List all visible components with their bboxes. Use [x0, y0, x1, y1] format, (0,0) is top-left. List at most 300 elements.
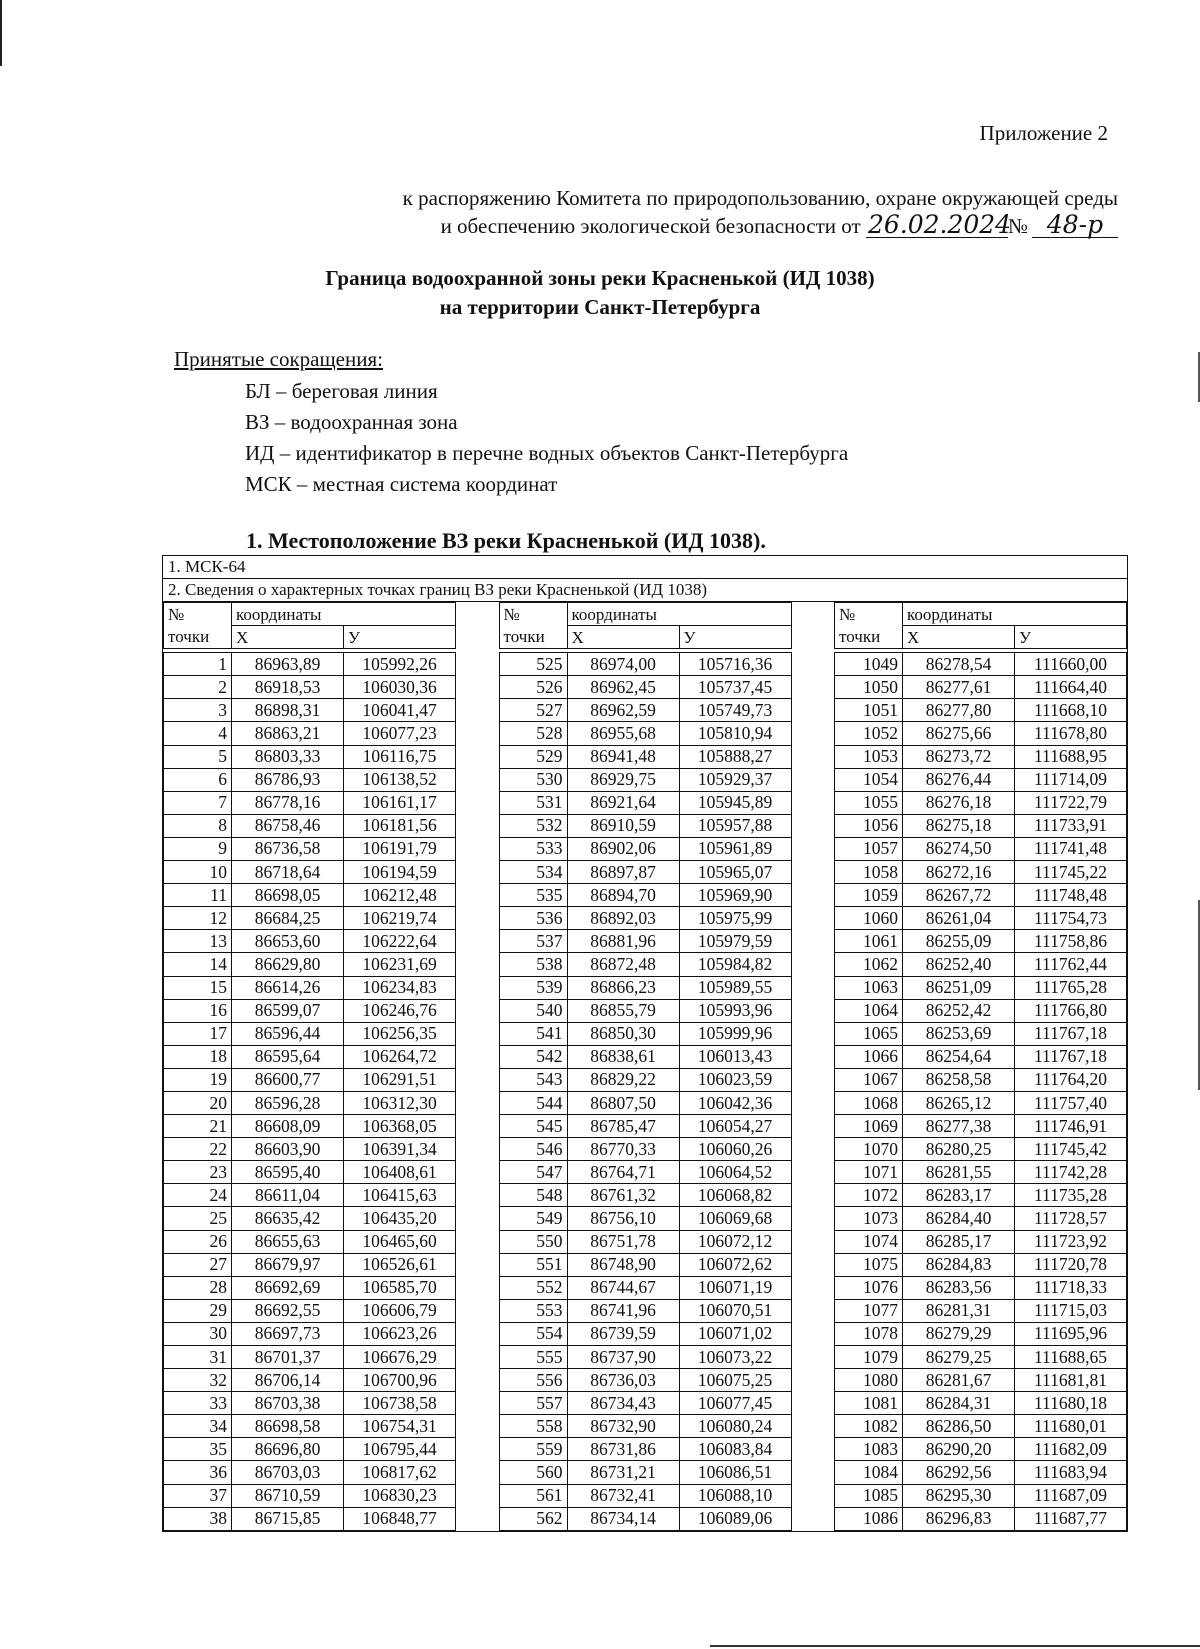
header-coordinates: координаты — [567, 603, 791, 626]
coordinate-y: 105810,94 — [679, 722, 791, 745]
header-number-sign: № — [164, 603, 232, 626]
coordinate-y: 111683,94 — [1015, 1461, 1127, 1484]
table-row — [164, 1230, 456, 1253]
table-row — [835, 884, 1127, 907]
point-number: 12 — [164, 907, 232, 930]
point-number: 20 — [164, 1091, 232, 1114]
coordinate-x: 86974,00 — [567, 653, 679, 676]
table-row — [835, 1115, 1127, 1138]
table-row — [499, 699, 791, 722]
coordinate-y: 106700,96 — [344, 1369, 456, 1392]
table-row — [499, 1161, 791, 1184]
table-row — [835, 791, 1127, 814]
coordinate-x: 86770,33 — [567, 1138, 679, 1161]
point-number: 25 — [164, 1207, 232, 1230]
coordinate-x: 86737,90 — [567, 1346, 679, 1369]
coordinate-x: 86275,18 — [903, 814, 1015, 837]
table-row — [164, 861, 456, 884]
coordinate-x: 86756,10 — [567, 1207, 679, 1230]
table-row — [499, 768, 791, 791]
coordinate-x: 86596,28 — [232, 1091, 344, 1114]
table-row — [499, 1322, 791, 1345]
coordinate-x: 86829,22 — [567, 1068, 679, 1091]
table-row — [164, 837, 456, 860]
point-number: 562 — [499, 1507, 567, 1530]
table-row — [835, 722, 1127, 745]
coordinate-x: 86286,50 — [903, 1415, 1015, 1438]
coordinate-x: 86785,47 — [567, 1115, 679, 1138]
table-row — [835, 1369, 1127, 1392]
coordinate-y: 111745,42 — [1015, 1138, 1127, 1161]
table-row — [499, 1369, 791, 1392]
coordinate-y: 106041,47 — [344, 699, 456, 722]
coordinate-y: 105945,89 — [679, 791, 791, 814]
table-row — [164, 1415, 456, 1438]
point-number: 553 — [499, 1299, 567, 1322]
table-row — [835, 953, 1127, 976]
coordinate-y: 106435,20 — [344, 1207, 456, 1230]
coordinate-x: 86277,38 — [903, 1115, 1015, 1138]
table-row — [835, 768, 1127, 791]
table-row — [164, 999, 456, 1022]
point-number: 26 — [164, 1230, 232, 1253]
table-row — [164, 1115, 456, 1138]
point-number: 527 — [499, 699, 567, 722]
coordinate-y: 111766,80 — [1015, 999, 1127, 1022]
coordinate-y: 111758,86 — [1015, 930, 1127, 953]
header-point: точки — [164, 626, 232, 649]
table-row — [164, 1045, 456, 1068]
coordinate-y: 106391,34 — [344, 1138, 456, 1161]
point-number: 14 — [164, 953, 232, 976]
header-coordinates: координаты — [903, 603, 1127, 626]
appendix-label: Приложение 2 — [979, 121, 1108, 145]
coordinate-x: 86706,14 — [232, 1369, 344, 1392]
coordinate-y: 106083,84 — [679, 1438, 791, 1461]
point-number: 4 — [164, 722, 232, 745]
coordinate-y: 106264,72 — [344, 1045, 456, 1068]
point-number: 16 — [164, 999, 232, 1022]
point-number: 10 — [164, 861, 232, 884]
coordinate-y: 111660,00 — [1015, 653, 1127, 676]
coordinate-x: 86284,40 — [903, 1207, 1015, 1230]
coordinate-y: 106013,43 — [679, 1045, 791, 1068]
table-row — [164, 1392, 456, 1415]
table-row — [499, 999, 791, 1022]
abbreviation-item: ВЗ – водоохранная зона — [245, 410, 458, 434]
coordinate-x: 86739,59 — [567, 1322, 679, 1345]
header-y: У — [679, 626, 791, 649]
coordinate-y: 111718,33 — [1015, 1276, 1127, 1299]
point-number: 15 — [164, 976, 232, 999]
table-row — [835, 1207, 1127, 1230]
table-row — [499, 1253, 791, 1276]
point-number: 1065 — [835, 1022, 903, 1045]
coordinate-x: 86692,69 — [232, 1276, 344, 1299]
point-number: 21 — [164, 1115, 232, 1138]
point-number: 549 — [499, 1207, 567, 1230]
coordinate-x: 86955,68 — [567, 722, 679, 745]
coordinate-y: 105929,37 — [679, 768, 791, 791]
table-row — [164, 791, 456, 814]
coordinate-y: 105961,89 — [679, 837, 791, 860]
coordinate-y: 106077,45 — [679, 1392, 791, 1415]
coordinate-x: 86734,43 — [567, 1392, 679, 1415]
point-number: 534 — [499, 861, 567, 884]
coordinate-x: 86929,75 — [567, 768, 679, 791]
coordinate-x: 86653,60 — [232, 930, 344, 953]
point-number: 1071 — [835, 1161, 903, 1184]
point-number: 1066 — [835, 1045, 903, 1068]
coordinate-y: 106291,51 — [344, 1068, 456, 1091]
coordinate-y: 105737,45 — [679, 676, 791, 699]
coordinate-x: 86962,45 — [567, 676, 679, 699]
table-row — [499, 676, 791, 699]
coordinate-y: 111722,79 — [1015, 791, 1127, 814]
coordinate-x: 86910,59 — [567, 814, 679, 837]
table-row — [835, 1438, 1127, 1461]
point-number: 1073 — [835, 1207, 903, 1230]
coordinate-x: 86655,63 — [232, 1230, 344, 1253]
abbreviation-item: БЛ – береговая линия — [245, 379, 438, 403]
table-row — [835, 1322, 1127, 1345]
coordinate-x: 86963,89 — [232, 653, 344, 676]
coordinate-y: 106080,24 — [679, 1415, 791, 1438]
table-row — [835, 1484, 1127, 1507]
coordinate-y: 106738,58 — [344, 1392, 456, 1415]
coordinate-x: 86918,53 — [232, 676, 344, 699]
coordinate-y: 106606,79 — [344, 1299, 456, 1322]
header-x: Х — [232, 626, 344, 649]
coordinate-y: 111733,91 — [1015, 814, 1127, 837]
point-number: 1072 — [835, 1184, 903, 1207]
table-row — [499, 1415, 791, 1438]
header-x: Х — [567, 626, 679, 649]
table-row — [835, 1138, 1127, 1161]
coordinate-y: 111687,77 — [1015, 1507, 1127, 1530]
point-number: 17 — [164, 1022, 232, 1045]
abbreviations-heading: Принятые сокращения: — [174, 347, 383, 371]
point-number: 530 — [499, 768, 567, 791]
table-row — [835, 861, 1127, 884]
table-row — [499, 1276, 791, 1299]
coordinate-y: 111715,03 — [1015, 1299, 1127, 1322]
coordinate-y: 111678,80 — [1015, 722, 1127, 745]
coordinate-x: 86715,85 — [232, 1507, 344, 1530]
coordinate-x: 86277,80 — [903, 699, 1015, 722]
table-row — [164, 1484, 456, 1507]
coordinate-x: 86679,97 — [232, 1253, 344, 1276]
table-row — [499, 1068, 791, 1091]
coordinate-y: 111680,18 — [1015, 1392, 1127, 1415]
coordinate-y: 105969,90 — [679, 884, 791, 907]
coordinate-x: 86734,14 — [567, 1507, 679, 1530]
point-number: 561 — [499, 1484, 567, 1507]
table-blocks — [163, 602, 1127, 1531]
coordinate-x: 86902,06 — [567, 837, 679, 860]
point-number: 13 — [164, 930, 232, 953]
table-row — [164, 1068, 456, 1091]
point-number: 35 — [164, 1438, 232, 1461]
coordinate-y: 105993,96 — [679, 999, 791, 1022]
coordinate-x: 86701,37 — [232, 1346, 344, 1369]
table-row — [164, 976, 456, 999]
number-sign: № — [1007, 214, 1028, 238]
point-number: 1085 — [835, 1484, 903, 1507]
coordinate-y: 105965,07 — [679, 861, 791, 884]
point-number: 32 — [164, 1369, 232, 1392]
table-row — [499, 1392, 791, 1415]
table-description-row: 2. Сведения о характерных точках границ ВЗ реки Красненькой (ИД 1038) — [163, 579, 1127, 602]
coordinate-y: 111764,20 — [1015, 1068, 1127, 1091]
table-row — [499, 1230, 791, 1253]
coordinate-y: 111746,91 — [1015, 1115, 1127, 1138]
coordinate-y: 111682,09 — [1015, 1438, 1127, 1461]
coordinate-y: 106023,59 — [679, 1068, 791, 1091]
table-row — [164, 1346, 456, 1369]
order-line-2-text: и обеспечению экологической безопасности от — [440, 214, 861, 238]
coordinate-y: 111765,28 — [1015, 976, 1127, 999]
coordinate-y: 106088,10 — [679, 1484, 791, 1507]
coordinate-y: 106830,23 — [344, 1484, 456, 1507]
coordinate-x: 86292,56 — [903, 1461, 1015, 1484]
coordinate-x: 86252,40 — [903, 953, 1015, 976]
coordinate-x: 86252,42 — [903, 999, 1015, 1022]
point-number: 34 — [164, 1415, 232, 1438]
point-number: 1074 — [835, 1230, 903, 1253]
table-row — [164, 953, 456, 976]
scan-edge-bottom — [710, 1645, 1200, 1647]
coordinate-y: 106181,56 — [344, 814, 456, 837]
coordinate-y: 106116,75 — [344, 745, 456, 768]
coordinate-x: 86898,31 — [232, 699, 344, 722]
table-row — [164, 722, 456, 745]
coordinate-y: 106086,51 — [679, 1461, 791, 1484]
point-number: 532 — [499, 814, 567, 837]
coordinate-x: 86296,83 — [903, 1507, 1015, 1530]
coordinate-x: 86692,55 — [232, 1299, 344, 1322]
point-number: 36 — [164, 1461, 232, 1484]
coordinate-y: 105749,73 — [679, 699, 791, 722]
coordinate-y: 106585,70 — [344, 1276, 456, 1299]
table-row — [835, 1392, 1127, 1415]
coordinate-y: 111745,22 — [1015, 861, 1127, 884]
abbreviation-item: МСК – местная система координат — [245, 472, 558, 496]
point-number: 552 — [499, 1276, 567, 1299]
point-number: 1079 — [835, 1346, 903, 1369]
point-number: 558 — [499, 1415, 567, 1438]
table-row — [499, 1207, 791, 1230]
point-number: 1080 — [835, 1369, 903, 1392]
point-number: 1061 — [835, 930, 903, 953]
table-row — [164, 1299, 456, 1322]
point-number: 526 — [499, 676, 567, 699]
table-row — [499, 653, 791, 676]
table-row — [164, 1438, 456, 1461]
point-number: 31 — [164, 1346, 232, 1369]
table-row — [835, 676, 1127, 699]
point-number: 1056 — [835, 814, 903, 837]
coordinate-y: 106072,12 — [679, 1230, 791, 1253]
coordinate-x: 86251,09 — [903, 976, 1015, 999]
coordinate-y: 106231,69 — [344, 953, 456, 976]
order-line-1: к распоряжению Комитета по природопользованию, охране окружающей среды — [402, 186, 1118, 210]
coordinate-x: 86275,66 — [903, 722, 1015, 745]
coordinate-y: 106256,35 — [344, 1022, 456, 1045]
table-row — [835, 1346, 1127, 1369]
point-number: 550 — [499, 1230, 567, 1253]
coordinate-y: 111680,01 — [1015, 1415, 1127, 1438]
coordinate-x: 86614,26 — [232, 976, 344, 999]
coordinate-x: 86758,46 — [232, 814, 344, 837]
table-row — [499, 1045, 791, 1068]
coordinate-y: 111742,28 — [1015, 1161, 1127, 1184]
coordinate-x: 86941,48 — [567, 745, 679, 768]
handwritten-number: 48-р — [1032, 213, 1118, 238]
coordinate-y: 106077,23 — [344, 722, 456, 745]
table-row — [499, 861, 791, 884]
coordinate-x: 86786,93 — [232, 768, 344, 791]
title-line-2: на территории Санкт-Петербурга — [439, 295, 761, 319]
table-row — [835, 1068, 1127, 1091]
coordinate-x: 86280,25 — [903, 1138, 1015, 1161]
point-number: 11 — [164, 884, 232, 907]
table-row — [164, 907, 456, 930]
coordinate-y: 106817,62 — [344, 1461, 456, 1484]
table-row — [499, 884, 791, 907]
coordinate-y: 106312,30 — [344, 1091, 456, 1114]
coordinate-x: 86778,16 — [232, 791, 344, 814]
point-number: 1059 — [835, 884, 903, 907]
table-row — [835, 653, 1127, 676]
point-number: 1 — [164, 653, 232, 676]
coordinate-y: 105992,26 — [344, 653, 456, 676]
point-number: 548 — [499, 1184, 567, 1207]
coordinate-y: 106068,82 — [679, 1184, 791, 1207]
point-number: 1050 — [835, 676, 903, 699]
point-number: 1057 — [835, 837, 903, 860]
coordinate-system-row: 1. МСК-64 — [163, 556, 1127, 579]
table-row — [499, 722, 791, 745]
coordinate-x: 86603,90 — [232, 1138, 344, 1161]
header-y: У — [1015, 626, 1127, 649]
table-row — [499, 1507, 791, 1530]
coordinate-x: 86599,07 — [232, 999, 344, 1022]
point-number: 531 — [499, 791, 567, 814]
point-number: 1070 — [835, 1138, 903, 1161]
point-number: 556 — [499, 1369, 567, 1392]
document-title — [0, 264, 1200, 322]
coordinate-x: 86267,72 — [903, 884, 1015, 907]
table-row — [835, 1230, 1127, 1253]
coordinate-x: 86863,21 — [232, 722, 344, 745]
coordinate-y: 111714,09 — [1015, 768, 1127, 791]
point-number: 19 — [164, 1068, 232, 1091]
point-number: 30 — [164, 1322, 232, 1345]
table-row — [164, 1369, 456, 1392]
abbreviation-item: ИД – идентификатор в перечне водных объектов Санкт-Петербурга — [245, 441, 849, 465]
coordinate-y: 106042,36 — [679, 1091, 791, 1114]
coordinate-x: 86273,72 — [903, 745, 1015, 768]
coordinate-y: 106623,26 — [344, 1322, 456, 1345]
handwritten-date: 26.02.2024 — [867, 210, 1012, 239]
table-row — [164, 768, 456, 791]
coordinate-x: 86731,21 — [567, 1461, 679, 1484]
coordinate-x: 86698,58 — [232, 1415, 344, 1438]
coordinate-y: 111668,10 — [1015, 699, 1127, 722]
table-row — [164, 884, 456, 907]
coordinate-x: 86277,61 — [903, 676, 1015, 699]
coordinate-block — [834, 602, 1127, 1531]
coordinate-x: 86751,78 — [567, 1230, 679, 1253]
point-number: 8 — [164, 814, 232, 837]
point-number: 554 — [499, 1322, 567, 1345]
coordinate-x: 86596,44 — [232, 1022, 344, 1045]
coordinate-x: 86850,30 — [567, 1022, 679, 1045]
point-number: 1077 — [835, 1299, 903, 1322]
coordinate-x: 86710,59 — [232, 1484, 344, 1507]
table-row — [164, 1276, 456, 1299]
table-row — [164, 1507, 456, 1530]
coordinate-y: 105999,96 — [679, 1022, 791, 1045]
coordinate-y: 106064,52 — [679, 1161, 791, 1184]
point-number: 1068 — [835, 1091, 903, 1114]
point-number: 1053 — [835, 745, 903, 768]
table-row — [835, 1507, 1127, 1530]
coordinate-y: 106138,52 — [344, 768, 456, 791]
point-number: 1086 — [835, 1507, 903, 1530]
point-number: 1064 — [835, 999, 903, 1022]
table-row — [499, 837, 791, 860]
table-row — [499, 1461, 791, 1484]
header-y: У — [344, 626, 456, 649]
table-row — [835, 999, 1127, 1022]
table-row — [499, 745, 791, 768]
coordinate-x: 86279,29 — [903, 1322, 1015, 1345]
point-number: 1081 — [835, 1392, 903, 1415]
coordinate-x: 86855,79 — [567, 999, 679, 1022]
coordinate-x: 86761,32 — [567, 1184, 679, 1207]
point-number: 1084 — [835, 1461, 903, 1484]
coordinate-y: 106848,77 — [344, 1507, 456, 1530]
coordinate-y: 106408,61 — [344, 1161, 456, 1184]
table-row — [164, 814, 456, 837]
point-number: 38 — [164, 1507, 232, 1530]
coordinate-y: 106676,29 — [344, 1346, 456, 1369]
coordinate-x: 86697,73 — [232, 1322, 344, 1345]
coordinate-x: 86703,03 — [232, 1461, 344, 1484]
coordinate-y: 111757,40 — [1015, 1091, 1127, 1114]
coordinate-y: 111735,28 — [1015, 1184, 1127, 1207]
table-row — [164, 1253, 456, 1276]
table-row — [835, 930, 1127, 953]
table-row — [835, 1461, 1127, 1484]
coordinate-x: 86866,23 — [567, 976, 679, 999]
point-number: 2 — [164, 676, 232, 699]
coordinate-x: 86881,96 — [567, 930, 679, 953]
coordinate-y: 111748,48 — [1015, 884, 1127, 907]
table-row — [499, 1184, 791, 1207]
table-row — [164, 1461, 456, 1484]
point-number: 542 — [499, 1045, 567, 1068]
coordinate-x: 86807,50 — [567, 1091, 679, 1114]
table-row — [835, 1022, 1127, 1045]
table-row — [164, 1161, 456, 1184]
table-row — [164, 676, 456, 699]
coordinate-y: 106069,68 — [679, 1207, 791, 1230]
scan-edge-left — [0, 0, 2, 66]
coordinate-y: 106415,63 — [344, 1184, 456, 1207]
